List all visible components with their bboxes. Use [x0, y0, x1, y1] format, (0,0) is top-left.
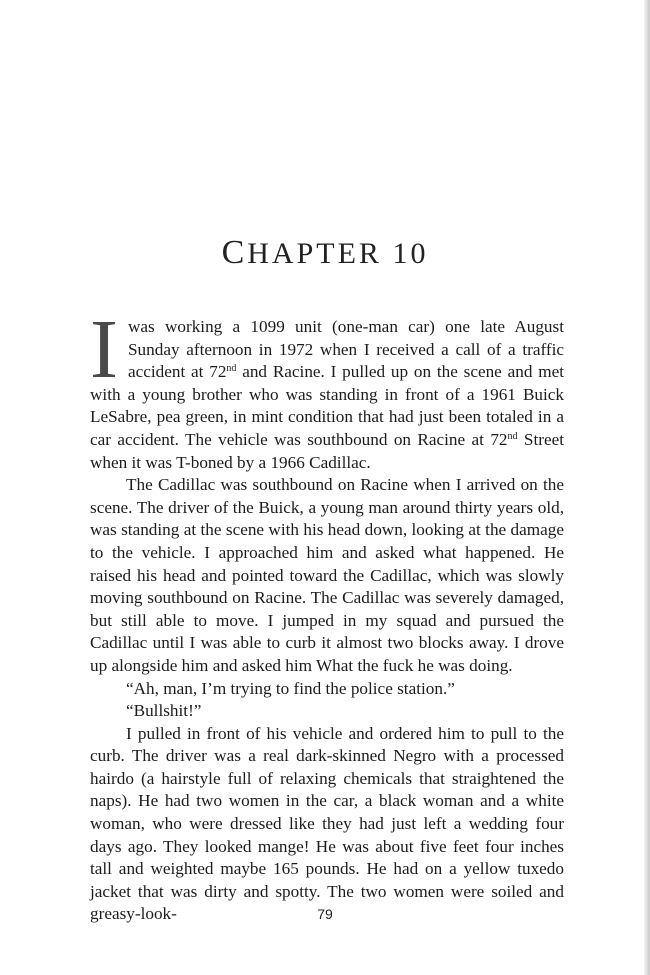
body-text: [90, 303, 564, 926]
paragraph-driver: I pulled in front of his vehicle and ordered him to pull to the curb. The driver was a real dark-skinned Negro with a processed hairdo (a hairstyle full of relaxing chemicals that straightened the naps). He had two women in the car, a black woman and a white woman, who were dressed like they had just left a wedding four days ago. They looked mange! He was about five feet four inches tall and weighted maybe 165 pounds. He had on a yellow tuxedo jacket that was dirty and spotty. The two women were soiled and greasy-look-: [90, 723, 564, 924]
opening-paragraph: [90, 303, 564, 474]
paragraph-cadillac: The Cadillac was southbound on Racine when I arrived on the scene. The driver of the Buick, a young man around thirty years old, was standing at the scene with his head down, looking at the damage to the vehicle. I approached him and asked what happened. He raised his head and pointed toward the Cadillac, which was slowly moving southbound on Racine. The Cadillac was severely damaged, but still able to move. I jumped in my squad and pursued the Cadillac until I was able to curb it almost two blocks away. I drove up alongside him and asked him What the fuck he was doing.: [90, 475, 564, 675]
chapter-number: 10: [392, 237, 429, 271]
ordinal-suffix-2: nd: [507, 430, 518, 442]
opening-text-2: and Racine. I pulled up on the scene and met with a young brother who was standing in front of a 1961 Buick LeSabre, pea green, in mint condition that had just been totaled in a car accident. The vehicle was southbound on Racine at 72: [90, 362, 564, 449]
chapter-title-word: HAPTER: [247, 237, 382, 271]
drop-cap: I: [90, 303, 118, 396]
page-number: 79: [317, 906, 333, 922]
opening-text-3: Street when it was T-boned by a 1966 Cadillac.: [90, 429, 564, 472]
page-edge-shadow: [644, 0, 650, 975]
chapter-title: [0, 234, 650, 272]
dialogue-police-station: “Ah, man, I’m trying to find the police station.”: [126, 678, 455, 698]
chapter-title-initial: C: [221, 234, 248, 272]
ordinal-suffix-1: nd: [226, 363, 237, 375]
opening-text-1: was working a 1099 unit (one-man car) one late August Sunday afternoon in 1972 when I received a call of a traffic accident at 72: [127, 317, 564, 382]
dialogue-reply: “Bullshit!”: [126, 701, 202, 721]
